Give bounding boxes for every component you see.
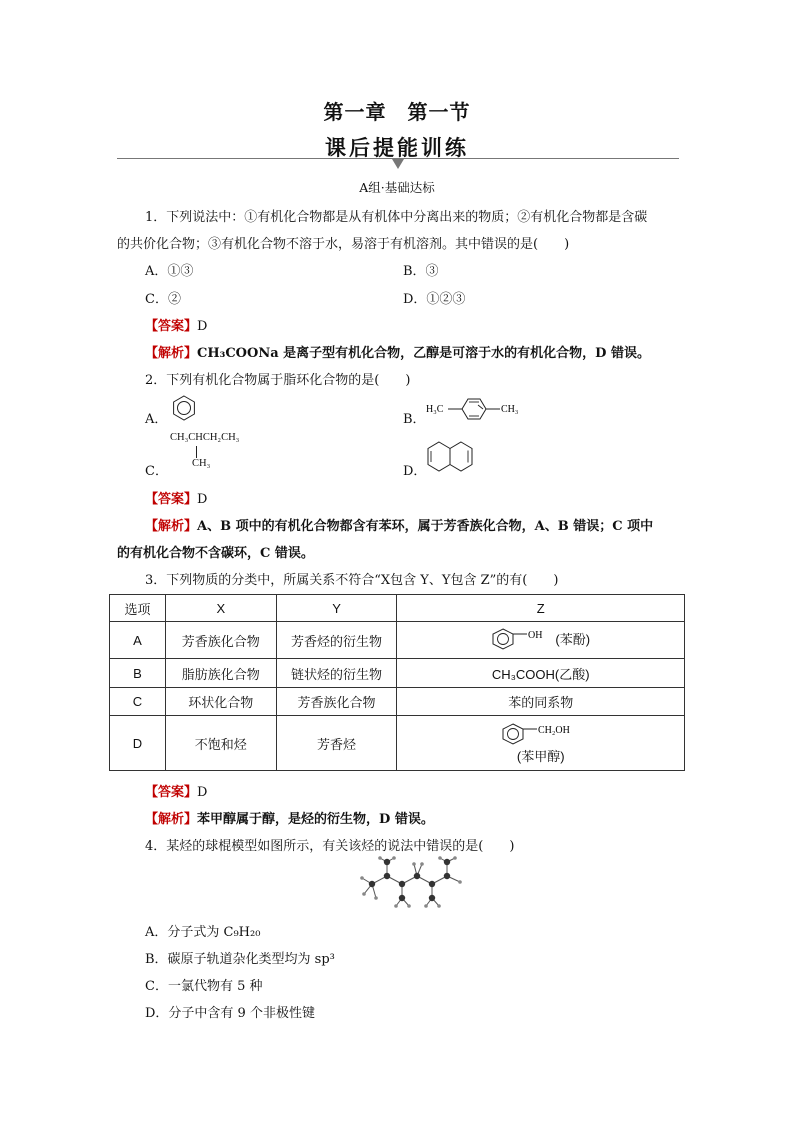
q2-answer	[145, 488, 207, 507]
analysis-text: A、B 项中的有机化合物都含有苯环，属于芳香族化合物，A、B 错误；C 项中	[197, 519, 654, 534]
q2-analysis-line2: 的有机化合物不含碳环，C 错误。	[117, 546, 314, 561]
q3-analysis	[145, 808, 434, 827]
analysis-tag: 【解析】	[145, 812, 198, 827]
table-cell: 链状烃的衍生物	[276, 659, 397, 688]
table-cell: B	[110, 659, 166, 688]
q4-option-b: B．碳原子轨道杂化类型均为 sp³	[145, 952, 335, 967]
answer-tag: 【答案】	[145, 492, 198, 507]
q4-option-d: D．分子中含有 9 个非极性键	[145, 1006, 315, 1021]
table-cell: 脂肪族化合物	[165, 659, 276, 688]
ch3-label: CH₃	[501, 404, 519, 415]
table-cell	[397, 622, 685, 659]
phenol-structure	[491, 627, 549, 651]
q2-option-c-formula-branch: CH₃	[192, 458, 211, 469]
q4-stem: 4．某烃的球棍模型如图所示，有关该烃的说法中错误的是( )	[145, 839, 515, 854]
q4-option-c: C．一氯代物有 5 种	[145, 979, 263, 994]
analysis-text: 苯甲醇属于醇，是烃的衍生物，D 错误。	[197, 812, 434, 827]
table-header-cell: Y	[276, 595, 397, 622]
q1-option-a: A．①③	[145, 264, 194, 279]
q1-option-c: C．②	[145, 292, 181, 307]
q1-option-d: D．①②③	[403, 292, 466, 307]
answer-value: D	[197, 492, 208, 507]
ch2oh-label: CH₂OH	[537, 724, 570, 736]
q2-option-c-formula-top: CH₃CHCH₂CH₃	[170, 432, 240, 443]
table-header-row	[110, 595, 685, 622]
q2-option-c-label: C．	[145, 464, 168, 479]
benzyl-alcohol-name: (苯甲醇)	[516, 748, 565, 764]
table-cell: 芳香族化合物	[165, 622, 276, 659]
group-heading: A组·基础达标	[359, 180, 435, 195]
q2-option-b-label: B．	[403, 412, 426, 427]
table-row	[110, 659, 685, 688]
ch3-label: H₃C	[426, 404, 444, 415]
q2-option-d-label: D．	[403, 464, 427, 479]
answer-tag: 【答案】	[145, 785, 198, 800]
q3-answer	[145, 781, 207, 800]
analysis-text: CH₃COONa 是离子型有机化合物，乙醇是可溶于水的有机化合物，D 错误。	[197, 346, 650, 361]
phenol-name: (苯酚)	[555, 632, 591, 647]
table-cell: A	[110, 622, 166, 659]
q2-stem: 2．下列有机化合物属于脂环化合物的是( )	[145, 373, 411, 388]
q2-analysis-line1	[145, 515, 653, 534]
q1-stem-line2: 的共价化合物；③有机化合物不溶于水，易溶于有机溶剂。其中错误的是( )	[117, 237, 570, 252]
oh-label: OH	[528, 629, 543, 641]
table-cell: C	[110, 688, 166, 716]
q3-classification-table	[109, 594, 685, 771]
table-row	[110, 688, 685, 716]
q2-branch-bond	[196, 446, 197, 458]
table-cell	[397, 716, 685, 771]
q1-answer	[145, 315, 207, 334]
q2-fused-ring-structure	[426, 440, 478, 474]
q1-option-b: B．③	[403, 264, 439, 279]
q1-stem-line1: 1．下列说法中：①有机化合物都是从有机体中分离出来的物质；②有机化合物都是含碳	[145, 210, 648, 225]
table-header-cell: 选项	[110, 595, 166, 622]
chapter-title: 第一章 第一节	[323, 100, 471, 124]
benzyl-alcohol-structure	[501, 722, 581, 746]
table-row	[110, 716, 685, 771]
ball-and-stick-model	[356, 856, 468, 910]
analysis-tag: 【解析】	[145, 519, 198, 534]
q2-para-xylene-structure	[426, 396, 530, 422]
table-cell: 芳香族化合物	[276, 688, 397, 716]
q1-analysis	[145, 342, 650, 361]
page-subtitle: 课后提能训练	[325, 135, 469, 160]
q2-benzene-structure	[170, 394, 198, 422]
analysis-tag: 【解析】	[145, 346, 198, 361]
table-row	[110, 622, 685, 659]
table-header-cell: Z	[397, 595, 685, 622]
answer-value: D	[197, 785, 208, 800]
table-cell: 芳香烃的衍生物	[276, 622, 397, 659]
divider-triangle-icon	[392, 159, 404, 169]
table-cell: CH₃COOH(乙酸)	[397, 659, 685, 688]
table-cell: D	[110, 716, 166, 771]
q3-stem: 3．下列物质的分类中，所属关系不符合“X包含 Y、Y包含 Z”的有( )	[145, 573, 559, 588]
table-cell: 不饱和烃	[165, 716, 276, 771]
table-header-cell: X	[165, 595, 276, 622]
answer-value: D	[197, 319, 208, 334]
table-cell: 苯的同系物	[397, 688, 685, 716]
q4-option-a: A．分子式为 C₉H₂₀	[145, 925, 261, 940]
q2-option-a-label: A．	[145, 412, 168, 427]
table-cell: 芳香烃	[276, 716, 397, 771]
table-cell: 环状化合物	[165, 688, 276, 716]
answer-tag: 【答案】	[145, 319, 198, 334]
